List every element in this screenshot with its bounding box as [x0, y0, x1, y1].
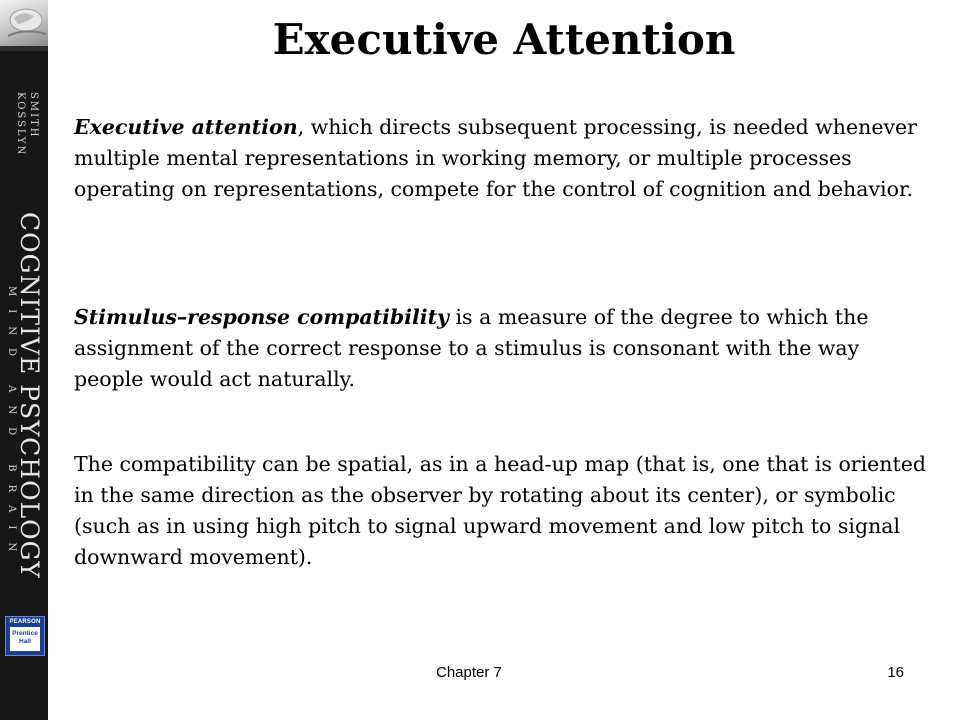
footer-chapter: Chapter 7 — [436, 664, 502, 681]
spine-book-title: COGNITIVE PSYCHOLOGY — [15, 212, 44, 579]
spine-author: SMITH — [28, 92, 39, 139]
paragraph-executive-attention — [74, 112, 934, 205]
paragraph-text: The compatibility can be spatial, as in a head-up map (that is, one that is oriented in the same direction as the observer by rotating about its center), or symbolic (such as in using high pitch to signal upward movement and low pitch to signal downward movement). — [74, 452, 926, 569]
publisher-imprint — [10, 627, 40, 651]
defined-term: Executive attention — [74, 115, 298, 139]
imprint-line: Hall — [19, 638, 31, 645]
brain-sculpture-icon — [0, 0, 48, 46]
defined-term: Stimulus–response compatibility — [74, 305, 449, 329]
paragraph-stimulus-response — [74, 302, 934, 395]
page-number: 16 — [887, 664, 904, 681]
imprint-line: Prentice — [12, 630, 38, 637]
spine-subtitle: MIND AND BRAIN — [6, 286, 17, 565]
spine-author: KOSSLYN — [15, 92, 26, 157]
publisher-name: PEARSON — [9, 619, 41, 625]
cover-art — [0, 0, 48, 46]
spine-authors — [14, 92, 40, 156]
paragraph-compatibility — [74, 449, 934, 573]
paragraph-text: , which directs subsequent processing, is needed whenever multiple mental representations in working memory, or multiple processes operating on representations, compete for the control of cognition and behavior. — [74, 115, 917, 201]
spine-divider — [0, 46, 48, 51]
slide-title: Executive Attention — [272, 15, 736, 64]
book-spine — [0, 0, 48, 720]
publisher-logo — [5, 616, 45, 656]
paragraph-text: is a measure of the degree to which the assignment of the correct response to a stimulus is consonant with the way people would act naturally. — [74, 305, 869, 391]
